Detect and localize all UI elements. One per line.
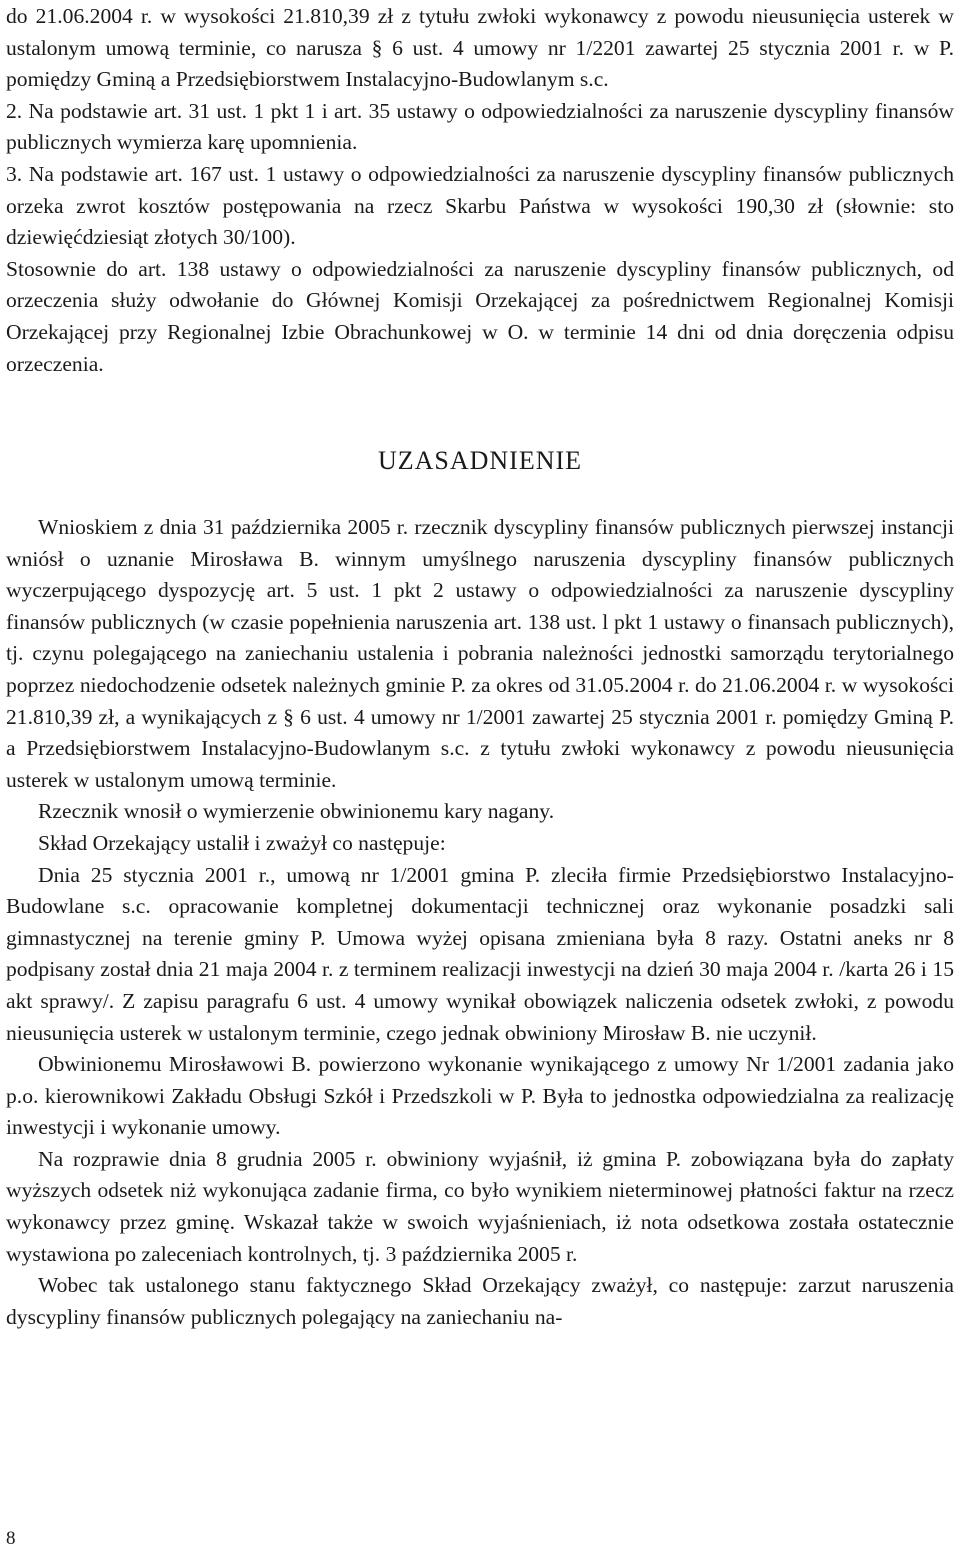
motion-paragraph: Wnioskiem z dnia 31 października 2005 r. rzecznik dyscypliny finansów publicznych pierwszej instancji wniósł o uznanie Mirosława B. winnym umyślnego naruszenia dyscypliny finansów publicznych wyczerpującego dyspozycję art. 5 ust. 1 pkt 2 ustawy o odpowiedzialności za naruszenie dyscypliny finansów publicznych (w czasie popełnienia naruszenia art. 138 ust. l pkt 1 ustawy o finansach publicznych), tj. czynu polegającego na zaniechaniu ustalenia i pobrania należności jednostki samorządu terytorialnego poprzez niedochodzenie odsetek należnych gminie P. za okres od 31.05.2004 r. do 21.06.2004 r. w wysokości 21.810,39 zł, a wynikających z § 6 ust. 4 umowy nr 1/2001 zawartej 25 stycznia 2001 r. pomiędzy Gminą P. a Przedsiębiorstwem Instalacyjno-Budowlanym s.c. z tytułu zwłoki wykonawcy z powodu nieusunięcia usterek w ustalonym umową terminie. (6, 515, 954, 792)
accused-role-paragraph: Obwinionemu Mirosławowi B. powierzono wykonanie wynikającego z umowy Nr 1/2001 zadania jako p.o. kierownikowi Zakładu Obsługi Szkół i Przedszkoli w P. Była to jednostka odpowiedzialna za realizację inwestycji i wykonanie umowy. (6, 1052, 954, 1140)
ruling-continuation-paragraph: do 21.06.2004 r. w wysokości 21.810,39 zł z tytułu zwłoki wykonawcy z powodu nieusunięcia usterek w ustalonym umową terminie, co narusza § 6 ust. 4 umowy nr 1/2201 zawartej 25 stycznia 2001 r. w P. pomiędzy Gminą a Przedsiębiorstwem Instalacyjno-Budowlanym s.c. (6, 4, 954, 92)
assessment-paragraph: Wobec tak ustalonego stanu faktycznego Skład Orzekający zważył, co następuje: zarzut naruszenia dyscypliny finansów publicznych polegający na zaniechaniu na- (6, 1273, 954, 1329)
section-heading: UZASADNIENIE (377, 446, 583, 475)
appeal-notice-paragraph: Stosownie do art. 138 ustawy o odpowiedzialności za naruszenie dyscypliny finansów publicznych, od orzeczenia służy odwołanie do Głównej Komisji Orzekającej za pośrednictwem Regionalnej Komisji Orzekającej przy Regionalnej Izbie Obrachunkowej w O. w terminie 14 dni od dnia doręczenia odpisu orzeczenia. (6, 256, 954, 376)
ruling-section (6, 1, 954, 380)
panel-findings-intro: Skład Orzekający ustalił i zważył co następuje: (38, 830, 446, 855)
hearing-paragraph: Na rozprawie dnia 8 grudnia 2005 r. obwiniony wyjaśnił, iż gmina P. zobowiązana była do zapłaty wyższych odsetek niż wykonująca zadanie firma, co było wynikiem nieterminowej płatności faktur na rzecz wykonawcy przez gminę. Wskazał także w swoich wyjaśnieniach, iż nota odsetkowa została ostatecznie wystawiona po zaleceniach kontrolnych, tj. 3 października 2005 r. (6, 1146, 954, 1266)
page-number: 8 (6, 1528, 16, 1549)
justification-section (6, 512, 954, 1333)
prosecutor-request-paragraph: Rzecznik wnosił o wymierzenie obwinionemu kary nagany. (38, 799, 555, 824)
ruling-point-3: 3. Na podstawie art. 167 ust. 1 ustawy o odpowiedzialności za naruszenie dyscypliny finansów publicznych orzeka zwrot kosztów postępowania na rzecz Skarbu Państwa w wysokości 190,30 zł (słownie: sto dziewięćdziesiąt złotych 30/100). (6, 161, 954, 250)
contract-facts-paragraph: Dnia 25 stycznia 2001 r., umową nr 1/2001 gmina P. zleciła firmie Przedsiębiorstwo Instalacyjno-Budowlane s.c. opracowanie kompletnej dokumentacji technicznej oraz wykonanie posadzki sali gimnastycznej na terenie gminy P. Umowa wyżej opisana zmieniana była 8 razy. Ostatni aneks nr 8 podpisany został dnia 21 maja 2004 r. z terminem realizacji inwestycji na dzień 30 maja 2004 r. /karta 26 i 15 akt sprawy/. Z zapisu paragrafu 6 ust. 4 umowy wynikał obowiązek naliczenia odsetek zwłoki, z powodu nieusunięcia usterek w ustalonym terminie, czego jednak obwiniony Mirosław B. nie uczynił. (6, 862, 954, 1045)
ruling-point-2: 2. Na podstawie art. 31 ust. 1 pkt 1 i art. 35 ustawy o odpowiedzialności za naruszenie dyscypliny finansów publicznych wymierza karę upomnienia. (6, 98, 954, 155)
